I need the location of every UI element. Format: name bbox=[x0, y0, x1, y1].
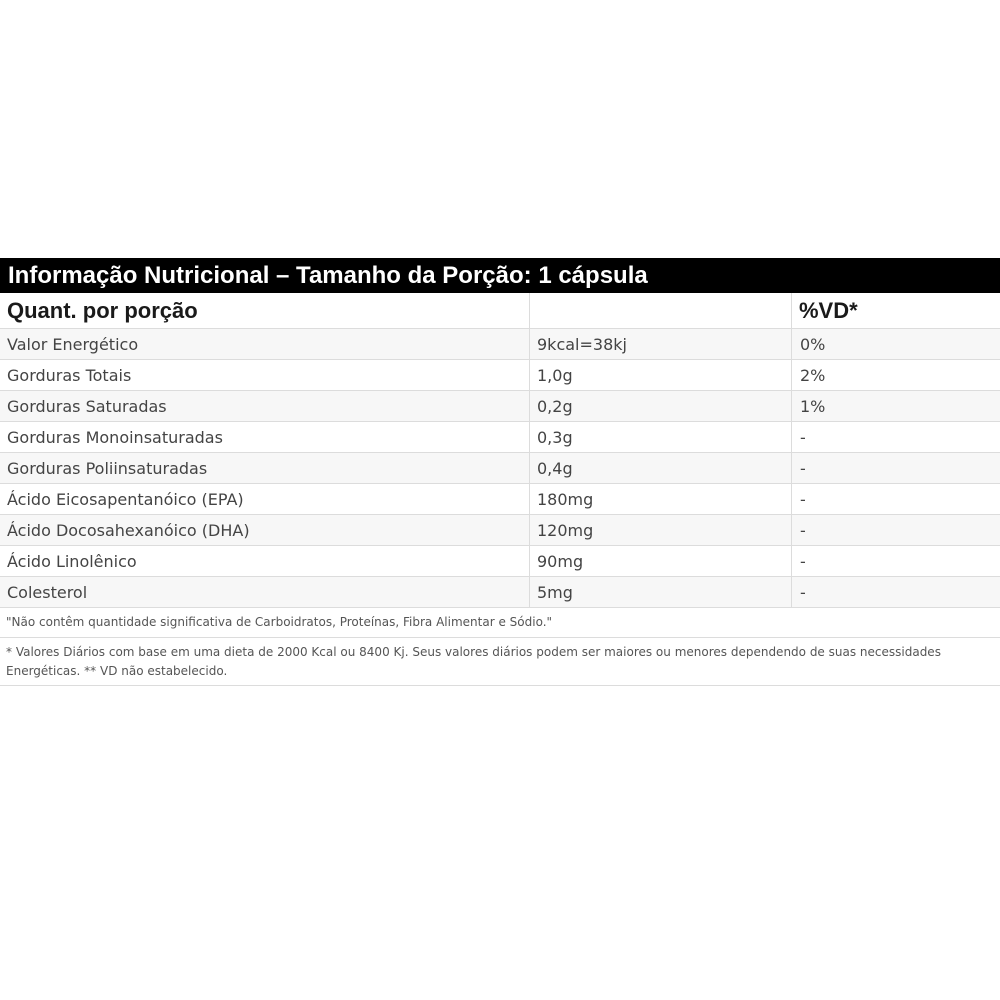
nutrient-daily-value: - bbox=[792, 515, 1000, 546]
nutrient-amount: 0,4g bbox=[530, 453, 792, 484]
nutrient-name: Gorduras Totais bbox=[0, 360, 530, 391]
nutrition-title: Informação Nutricional – Tamanho da Porção: 1 cápsula bbox=[0, 258, 1000, 293]
table-row bbox=[0, 391, 1000, 422]
nutrient-amount: 5mg bbox=[530, 577, 792, 608]
table-row bbox=[0, 329, 1000, 360]
nutrient-amount: 180mg bbox=[530, 484, 792, 515]
nutrient-daily-value: 1% bbox=[792, 391, 1000, 422]
nutrient-name: Gorduras Poliinsaturadas bbox=[0, 453, 530, 484]
nutrient-amount: 0,2g bbox=[530, 391, 792, 422]
header-value bbox=[530, 293, 792, 329]
nutrient-daily-value: - bbox=[792, 577, 1000, 608]
nutrient-daily-value: - bbox=[792, 546, 1000, 577]
nutrient-name: Colesterol bbox=[0, 577, 530, 608]
nutrient-amount: 90mg bbox=[530, 546, 792, 577]
nutrient-name: Ácido Docosahexanóico (DHA) bbox=[0, 515, 530, 546]
nutrient-daily-value: - bbox=[792, 422, 1000, 453]
header-daily-value: %VD* bbox=[792, 293, 1000, 329]
table-row bbox=[0, 577, 1000, 608]
table-row bbox=[0, 484, 1000, 515]
table-header-row bbox=[0, 293, 1000, 329]
nutrient-amount: 0,3g bbox=[530, 422, 792, 453]
insignificant-amounts-note: "Não contêm quantidade significativa de Carboidratos, Proteínas, Fibra Alimentar e Sódio." bbox=[0, 608, 1000, 638]
table-row bbox=[0, 453, 1000, 484]
table-row bbox=[0, 422, 1000, 453]
table-row bbox=[0, 546, 1000, 577]
header-quantity-per-serving: Quant. por porção bbox=[0, 293, 530, 329]
nutrient-daily-value: - bbox=[792, 453, 1000, 484]
nutrient-name: Gorduras Saturadas bbox=[0, 391, 530, 422]
nutrition-table bbox=[0, 293, 1000, 608]
table-row bbox=[0, 515, 1000, 546]
nutrient-name: Gorduras Monoinsaturadas bbox=[0, 422, 530, 453]
nutrient-amount: 9kcal=38kj bbox=[530, 329, 792, 360]
nutrient-daily-value: 2% bbox=[792, 360, 1000, 391]
daily-values-footnote: * Valores Diários com base em uma dieta de 2000 Kcal ou 8400 Kj. Seus valores diários podem ser maiores ou menores dependendo de suas necessidades Energéticas. ** VD não estabelecido. bbox=[0, 638, 1000, 686]
nutrient-amount: 1,0g bbox=[530, 360, 792, 391]
nutrient-name: Ácido Eicosapentanóico (EPA) bbox=[0, 484, 530, 515]
nutrient-daily-value: 0% bbox=[792, 329, 1000, 360]
nutrient-name: Valor Energético bbox=[0, 329, 530, 360]
nutrient-amount: 120mg bbox=[530, 515, 792, 546]
nutrient-name: Ácido Linolênico bbox=[0, 546, 530, 577]
nutrition-facts-panel bbox=[0, 258, 1000, 686]
table-row bbox=[0, 360, 1000, 391]
nutrient-daily-value: - bbox=[792, 484, 1000, 515]
